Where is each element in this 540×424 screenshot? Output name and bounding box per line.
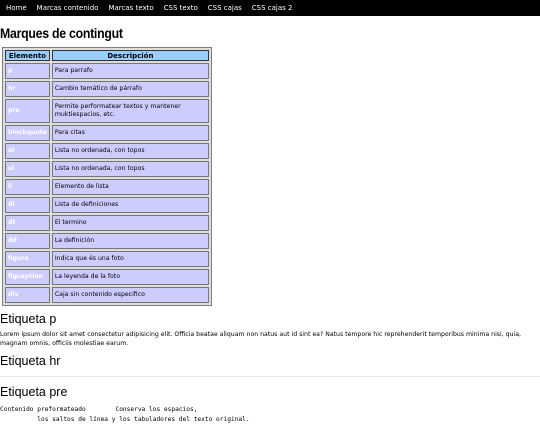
table-cell-description: Caja sin contenido especifico: [52, 287, 209, 303]
table-row: [5, 125, 209, 141]
table-cell-description: El termino: [52, 215, 209, 231]
horizontal-rule: [0, 376, 540, 377]
table-row: [5, 81, 209, 97]
table-row: [5, 161, 209, 177]
table-cell-element: div: [5, 287, 50, 303]
nav-link-css-texto[interactable]: CSS texto: [163, 4, 198, 12]
section-heading-p: Etiqueta p: [0, 312, 57, 326]
nav-link-css-cajas[interactable]: CSS cajas: [207, 4, 242, 12]
nav-link-home[interactable]: Home: [6, 4, 27, 12]
table-cell-description: Cambio temático de párrafo: [52, 81, 209, 97]
table-cell-element: hr: [5, 81, 50, 97]
preformatted-text: Contenido preformateado Conserva los espacios, los saltos de línea y los tabuladores del texto original.: [0, 406, 250, 423]
table-cell-description: La leyenda de la foto: [52, 269, 209, 285]
table-cell-element: dd: [5, 233, 50, 249]
table-cell-element: pre: [5, 99, 50, 123]
table-cell-description: Lista de definiciones: [52, 197, 209, 213]
section-heading-pre: Etiqueta pre: [0, 385, 68, 399]
table-cell-element: p: [5, 63, 50, 79]
page-title: Marques de contingut: [0, 25, 123, 41]
top-navigation-bar: [0, 0, 540, 16]
table-header-row: [5, 50, 209, 61]
table-row: [5, 99, 209, 123]
nav-link-marcas-contenido[interactable]: Marcas contenido: [36, 4, 99, 12]
table-row: [5, 143, 209, 159]
table-cell-element: ol: [5, 143, 50, 159]
table-cell-description: Elemento de lista: [52, 179, 209, 195]
section-heading-hr: Etiqueta hr: [0, 354, 61, 368]
table-cell-description: Permite performatear textos y mantener muktiespacios, etc.: [52, 99, 209, 123]
table-row: [5, 287, 209, 303]
table-row: [5, 269, 209, 285]
table-cell-description: Para parrafo: [52, 63, 209, 79]
table-cell-element: figure: [5, 251, 50, 267]
content-tags-table: [2, 47, 212, 306]
column-header-description: Descripción: [52, 50, 209, 61]
table-row: [5, 215, 209, 231]
table-cell-element: dt: [5, 215, 50, 231]
table-cell-description: Lista no ordenada, con topos: [52, 161, 209, 177]
table-cell-element: dl: [5, 197, 50, 213]
table-cell-description: Indica que és una foto: [52, 251, 209, 267]
table-row: [5, 251, 209, 267]
table-row: [5, 197, 209, 213]
table-row: [5, 63, 209, 79]
table-cell-element: figcaption: [5, 269, 50, 285]
table-cell-description: La definición: [52, 233, 209, 249]
lorem-paragraph: Lorem ipsum dolor sit amet consectetur adipisicing elit. Officia beatae aliquam non natus aut id sint ea? Natus tempore hic reprehenderit temporibus minima nisi, quia, magnam omnis, officiis molestiae earum.: [0, 331, 522, 347]
table-cell-element: blockquote: [5, 125, 50, 141]
table-cell-element: li: [5, 179, 50, 195]
table-row: [5, 233, 209, 249]
table-cell-element: ul: [5, 161, 50, 177]
column-header-element: Elemento: [5, 50, 50, 61]
nav-link-css-cajas-2[interactable]: CSS cajas 2: [251, 4, 293, 12]
table-cell-description: Lista no ordenada, con topos: [52, 143, 209, 159]
table-row: [5, 179, 209, 195]
table-cell-description: Para citas: [52, 125, 209, 141]
nav-link-marcas-texto[interactable]: Marcas texto: [108, 4, 154, 12]
